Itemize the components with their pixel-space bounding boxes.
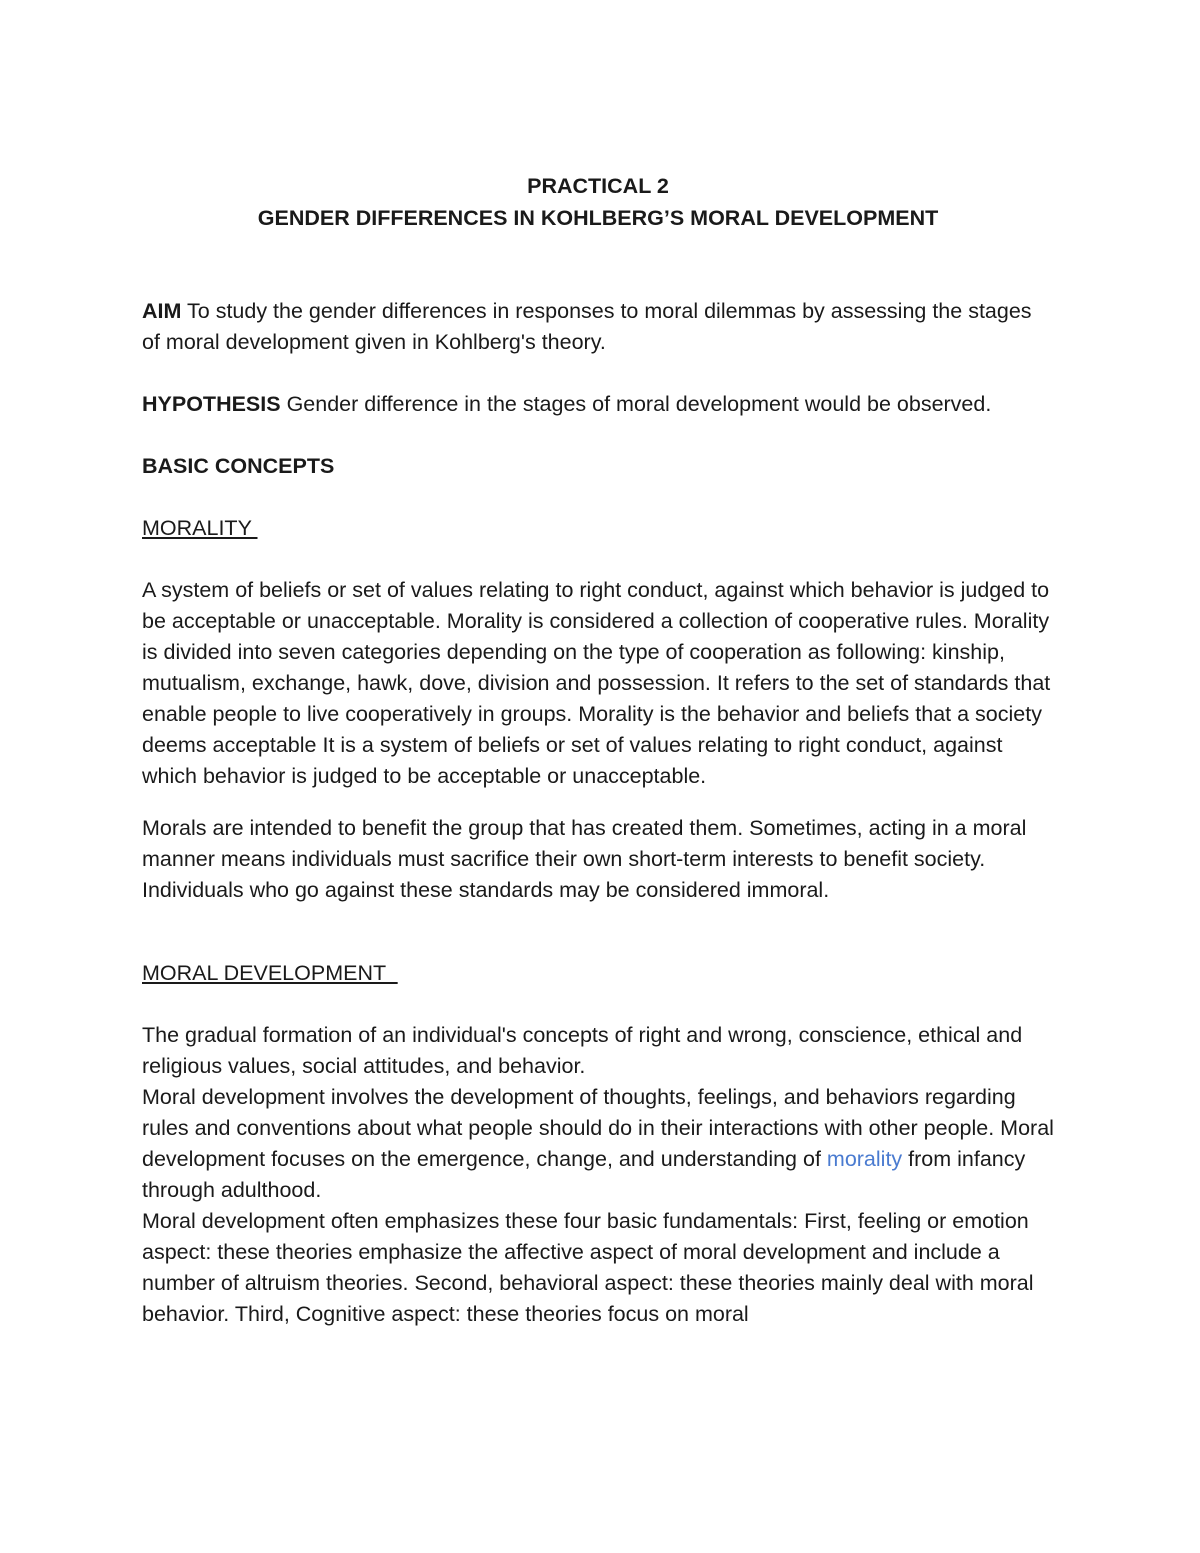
morality-link[interactable]: morality [826, 1147, 903, 1171]
hypothesis-label: HYPOTHESIS [142, 392, 281, 416]
moral-development-heading: MORAL DEVELOPMENT [142, 961, 398, 985]
hypothesis-paragraph [142, 389, 1054, 420]
morality-heading-line [142, 513, 1054, 544]
morality-heading: MORALITY [142, 516, 258, 540]
document-title: GENDER DIFFERENCES IN KOHLBERG’S MORAL DEVELOPMENT [257, 206, 939, 230]
aim-text: To study the gender differences in responses to moral dilemmas by assessing the stages of moral development given in Kohlberg's theory. [142, 299, 1032, 354]
moral-development-paragraph-1: The gradual formation of an individual's concepts of right and wrong, conscience, ethical and religious values, social attitudes, and behavior. [142, 1023, 1023, 1078]
moral-development-heading-line [142, 958, 1054, 989]
moral-development-paragraph-3: Moral development often emphasizes these four basic fundamentals: First, feeling or emotion aspect: these theories emphasize the affective aspect of moral development and include a number of altruism theories. Second, behavioral aspect: these theories mainly deal with moral behavior. Third, Cognitive aspect: these theories focus on moral [142, 1209, 1034, 1326]
moral-development-paragraph-2-after: from infancy through adulthood. [142, 1147, 1026, 1202]
title-block [142, 170, 1054, 234]
practical-number: PRACTICAL 2 [527, 174, 669, 198]
document-body [142, 170, 1054, 1330]
aim-paragraph [142, 296, 1054, 358]
hypothesis-text: Gender difference in the stages of moral development would be observed. [280, 392, 992, 416]
moral-development-paragraph-2 [142, 1082, 1054, 1206]
aim-label: AIM [142, 299, 182, 323]
moral-development-paragraph-2-before: Moral development involves the development of thoughts, feelings, and behaviors regarding rules and conventions about what people should do in their interactions with other people. Moral development focuses on the emergence, change, and understanding of [142, 1085, 1054, 1171]
morality-paragraph-1: A system of beliefs or set of values relating to right conduct, against which behavior is judged to be acceptable or unacceptable. Morality is considered a collection of cooperative rules. Morality is divided into seven categories depending on the type of cooperation as following: kinship, mutualism, exchange, hawk, dove, division and possession. It refers to the set of standards that enable people to live cooperatively in groups. Morality is the behavior and beliefs that a society deems acceptable It is a system of beliefs or set of values relating to right conduct, against which behavior is judged to be acceptable or unacceptable. [142, 578, 1051, 788]
morality-paragraph-2: Morals are intended to benefit the group that has created them. Sometimes, acting in a moral manner means individuals must sacrifice their own short-term interests to benefit society. Individuals who go against these standards may be considered immoral. [142, 816, 1027, 902]
basic-concepts-heading: BASIC CONCEPTS [142, 454, 335, 478]
